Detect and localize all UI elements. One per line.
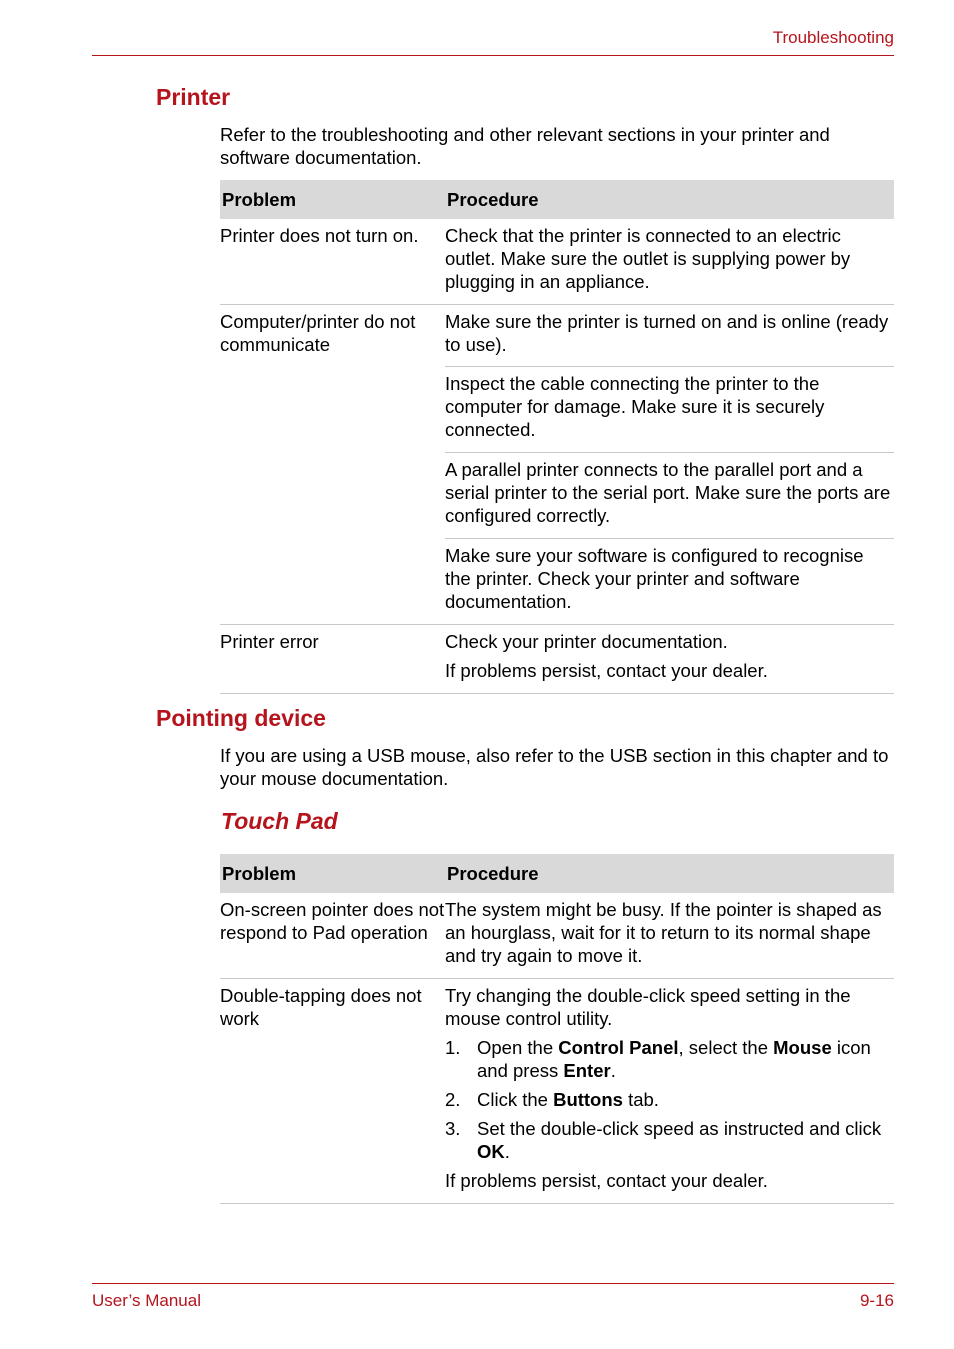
step-text: Set the double-click speed as instructed and click OK.: [477, 1118, 882, 1162]
section-title-printer: Printer: [156, 84, 231, 110]
running-header: Troubleshooting: [772, 28, 894, 47]
procedure-cell: A parallel printer connects to the parallel port and a serial printer to the serial port. Make sure the ports are configured correctly.: [445, 453, 894, 539]
procedure-text: Check your printer documentation.: [445, 631, 728, 652]
col-procedure: Procedure: [447, 189, 539, 210]
printer-intro: Refer to the troubleshooting and other relevant sections in your printer and software documentation.: [220, 124, 830, 168]
table-header: [220, 180, 894, 219]
procedure-cell: Make sure your software is configured to recognise the printer. Check your printer and software documentation.: [445, 545, 864, 612]
col-problem: Problem: [222, 189, 297, 210]
procedure-text: If problems persist, contact your dealer.: [445, 1170, 768, 1191]
list-item: [445, 1088, 894, 1111]
col-problem: Problem: [222, 863, 297, 884]
step-number: 3.: [445, 1118, 461, 1139]
printer-table: [220, 180, 894, 694]
problem-cell: Printer error: [220, 631, 319, 652]
procedure-cell: [445, 625, 894, 693]
procedure-text: If problems persist, contact your dealer.: [445, 660, 768, 681]
procedure-cell: Check that the printer is connected to an electric outlet. Make sure the outlet is supplying power by plugging in an appliance.: [445, 225, 851, 292]
list-item: [445, 1036, 894, 1082]
col-procedure: Procedure: [447, 863, 539, 884]
section-title-pointing-device: Pointing device: [156, 705, 326, 731]
table-row: [220, 305, 894, 625]
problem-cell: Double-tapping does not work: [220, 985, 422, 1029]
page-number: 9-16: [859, 1291, 894, 1310]
problem-cell: Printer does not turn on.: [220, 225, 419, 246]
touchpad-table: [220, 854, 894, 1204]
table-row: [220, 893, 894, 979]
step-text: Open the Control Panel, select the Mouse icon and press Enter.: [477, 1037, 871, 1081]
header-rule: [92, 55, 894, 56]
procedure-text: Try changing the double-click speed setting in the mouse control utility.: [445, 985, 851, 1029]
footer-manual-title: User’s Manual: [92, 1291, 201, 1310]
step-number: 1.: [445, 1037, 461, 1058]
problem-cell: On-screen pointer does not respond to Pad operation: [220, 899, 445, 943]
table-row: [220, 979, 894, 1204]
step-number: 2.: [445, 1089, 461, 1110]
table-header: [220, 854, 894, 893]
procedure-cell: The system might be busy. If the pointer is shaped as an hourglass, wait for it to return to its normal shape and try again to move it.: [445, 899, 882, 966]
procedure-cell: Inspect the cable connecting the printer to the computer for damage. Make sure it is securely connected.: [445, 367, 894, 453]
procedure-cell: [445, 979, 894, 1203]
pointing-intro: If you are using a USB mouse, also refer to the USB section in this chapter and to your mouse documentation.: [220, 745, 889, 789]
step-text: Click the Buttons tab.: [477, 1089, 659, 1110]
table-row: [220, 219, 894, 305]
footer-rule: [92, 1283, 894, 1284]
subsection-title-touch-pad: Touch Pad: [221, 808, 338, 834]
list-item: [445, 1117, 894, 1163]
problem-cell: Computer/printer do not communicate: [220, 311, 416, 355]
procedure-cell: Make sure the printer is turned on and is online (ready to use).: [445, 305, 894, 367]
table-row: [220, 625, 894, 694]
